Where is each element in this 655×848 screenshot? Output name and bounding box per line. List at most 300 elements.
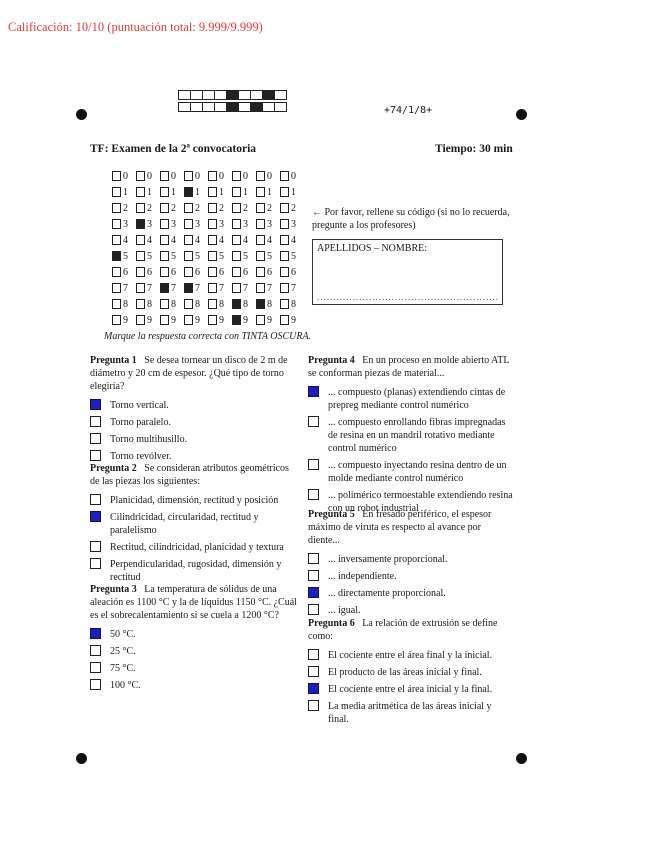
answer-checkbox[interactable] bbox=[308, 604, 319, 615]
code-digit-label: 5 bbox=[291, 250, 296, 262]
code-digit-cell[interactable] bbox=[184, 299, 208, 310]
question-body: Se desea tornear un disco de 2 m de diámetro y 20 cm de espesor. ¿Qué tipo de torno elegiría? bbox=[90, 355, 288, 392]
code-digit-cell[interactable] bbox=[136, 299, 160, 310]
code-digit-cell[interactable] bbox=[256, 235, 280, 246]
code-instruction: ← Por favor, rellene su código (si no lo recuerda, pregunte a los profesores) bbox=[312, 207, 510, 231]
code-digit-cell[interactable] bbox=[280, 187, 304, 198]
code-digit-label: 9 bbox=[243, 314, 248, 326]
code-digit-cell[interactable] bbox=[256, 203, 280, 214]
code-digit-checkbox[interactable] bbox=[184, 251, 193, 261]
answer-option[interactable] bbox=[308, 386, 514, 412]
code-digit-label: 0 bbox=[219, 170, 224, 182]
code-digit-checkbox[interactable] bbox=[256, 187, 265, 197]
code-digit-cell[interactable] bbox=[160, 171, 184, 182]
answer-option[interactable] bbox=[90, 511, 298, 537]
code-digit-checkbox[interactable] bbox=[232, 219, 241, 229]
code-digit-label: 1 bbox=[147, 186, 152, 198]
code-digit-cell[interactable] bbox=[184, 171, 208, 182]
answer-option[interactable] bbox=[90, 558, 298, 584]
answer-checkbox-marked[interactable] bbox=[90, 399, 101, 410]
code-digit-cell[interactable] bbox=[184, 187, 208, 198]
answer-checkbox[interactable] bbox=[90, 450, 101, 461]
answer-option[interactable] bbox=[308, 570, 514, 583]
code-digit-checkbox[interactable] bbox=[280, 235, 289, 245]
question-body: Se consideran atributos geométricos de las piezas los siguientes: bbox=[90, 463, 289, 487]
code-digit-cell[interactable] bbox=[136, 283, 160, 294]
code-digit-cell[interactable] bbox=[136, 187, 160, 198]
code-digit-checkbox[interactable] bbox=[136, 203, 145, 213]
answer-option[interactable] bbox=[308, 587, 514, 600]
code-digit-cell[interactable] bbox=[112, 251, 136, 262]
code-digit-cell[interactable] bbox=[280, 219, 304, 230]
code-digit-checkbox[interactable] bbox=[232, 235, 241, 245]
code-digit-cell[interactable] bbox=[112, 283, 136, 294]
answer-text: 75 °C. bbox=[110, 663, 136, 674]
code-digit-checkbox[interactable] bbox=[112, 203, 121, 213]
answer-checkbox[interactable] bbox=[90, 645, 101, 656]
code-digit-checkbox[interactable] bbox=[232, 283, 241, 293]
answer-checkbox[interactable] bbox=[90, 494, 101, 505]
code-digit-checkbox[interactable] bbox=[232, 187, 241, 197]
code-digit-checkbox[interactable] bbox=[112, 283, 121, 293]
answer-text: ... igual. bbox=[328, 605, 361, 616]
code-digit-label: 3 bbox=[123, 218, 128, 230]
code-digit-checkbox[interactable] bbox=[160, 171, 169, 181]
code-digit-checkbox[interactable] bbox=[184, 235, 193, 245]
code-digit-checkbox[interactable] bbox=[112, 267, 121, 277]
code-digit-checkbox[interactable] bbox=[136, 315, 145, 325]
code-digit-checkbox[interactable] bbox=[232, 251, 241, 261]
code-digit-checkbox[interactable] bbox=[160, 203, 169, 213]
code-grid-row bbox=[112, 280, 304, 296]
code-digit-label: 3 bbox=[147, 218, 152, 230]
answer-option[interactable] bbox=[90, 628, 298, 641]
code-digit-label: 6 bbox=[291, 266, 296, 278]
code-digit-cell[interactable] bbox=[136, 235, 160, 246]
question-label: Pregunta 2 bbox=[90, 463, 137, 474]
code-digit-checkbox[interactable] bbox=[256, 203, 265, 213]
code-digit-checkbox[interactable] bbox=[160, 219, 169, 229]
code-digit-checkbox[interactable] bbox=[112, 219, 121, 229]
code-digit-cell[interactable] bbox=[232, 203, 256, 214]
code-digit-checkbox[interactable] bbox=[232, 299, 241, 309]
code-digit-cell[interactable] bbox=[136, 315, 160, 326]
code-digit-cell[interactable] bbox=[112, 171, 136, 182]
code-digit-cell[interactable] bbox=[136, 203, 160, 214]
code-digit-checkbox[interactable] bbox=[208, 235, 217, 245]
code-digit-cell[interactable] bbox=[208, 251, 232, 262]
code-digit-checkbox[interactable] bbox=[136, 251, 145, 261]
code-digit-cell[interactable] bbox=[280, 267, 304, 278]
question-body: En un proceso en molde abierto ATL se conforman piezas de material... bbox=[308, 355, 510, 379]
code-digit-cell[interactable] bbox=[160, 283, 184, 294]
code-digit-checkbox[interactable] bbox=[184, 171, 193, 181]
code-digit-checkbox[interactable] bbox=[256, 251, 265, 261]
code-digit-label: 2 bbox=[195, 202, 200, 214]
answer-text: ... independiente. bbox=[328, 571, 397, 582]
code-digit-cell[interactable] bbox=[232, 235, 256, 246]
code-digit-cell[interactable] bbox=[112, 315, 136, 326]
code-digit-cell[interactable] bbox=[112, 299, 136, 310]
student-code-grid[interactable] bbox=[112, 168, 304, 328]
code-digit-checkbox[interactable] bbox=[256, 267, 265, 277]
answer-option[interactable] bbox=[308, 604, 514, 617]
question-text bbox=[90, 462, 298, 488]
code-digit-cell[interactable] bbox=[232, 267, 256, 278]
code-digit-checkbox[interactable] bbox=[208, 299, 217, 309]
code-digit-checkbox[interactable] bbox=[160, 283, 169, 293]
code-digit-cell[interactable] bbox=[232, 187, 256, 198]
code-digit-checkbox[interactable] bbox=[280, 299, 289, 309]
code-digit-cell[interactable] bbox=[184, 235, 208, 246]
code-digit-cell[interactable] bbox=[280, 283, 304, 294]
code-digit-cell[interactable] bbox=[184, 283, 208, 294]
question-5 bbox=[308, 508, 514, 617]
code-digit-checkbox[interactable] bbox=[256, 283, 265, 293]
code-digit-cell[interactable] bbox=[232, 315, 256, 326]
code-digit-cell[interactable] bbox=[208, 267, 232, 278]
code-digit-cell[interactable] bbox=[208, 235, 232, 246]
code-grid-row bbox=[112, 296, 304, 312]
code-digit-cell[interactable] bbox=[160, 219, 184, 230]
code-digit-checkbox[interactable] bbox=[232, 203, 241, 213]
question-text bbox=[90, 583, 298, 622]
code-digit-checkbox[interactable] bbox=[136, 219, 145, 229]
code-digit-cell[interactable] bbox=[136, 251, 160, 262]
code-digit-checkbox[interactable] bbox=[280, 187, 289, 197]
answer-text: ... directamente proporcional. bbox=[328, 588, 446, 599]
code-digit-cell[interactable] bbox=[280, 251, 304, 262]
code-digit-cell[interactable] bbox=[232, 251, 256, 262]
code-digit-label: 1 bbox=[291, 186, 296, 198]
code-digit-cell[interactable] bbox=[280, 171, 304, 182]
code-digit-checkbox[interactable] bbox=[160, 299, 169, 309]
code-digit-label: 7 bbox=[219, 282, 224, 294]
registration-mark-bottom-left bbox=[76, 753, 87, 764]
code-digit-checkbox[interactable] bbox=[136, 235, 145, 245]
code-digit-checkbox[interactable] bbox=[160, 187, 169, 197]
code-digit-cell[interactable] bbox=[112, 219, 136, 230]
code-digit-label: 3 bbox=[291, 218, 296, 230]
question-body: La relación de extrusión se define como: bbox=[308, 618, 498, 642]
code-digit-cell[interactable] bbox=[208, 315, 232, 326]
code-digit-label: 0 bbox=[123, 170, 128, 182]
answer-checkbox[interactable] bbox=[308, 553, 319, 564]
answer-option[interactable] bbox=[308, 553, 514, 566]
answer-text: Rectitud, cilindricidad, planicidad y textura bbox=[110, 542, 284, 553]
code-digit-label: 9 bbox=[267, 314, 272, 326]
code-digit-label: 4 bbox=[147, 234, 152, 246]
code-digit-checkbox[interactable] bbox=[232, 315, 241, 325]
answer-checkbox[interactable] bbox=[308, 570, 319, 581]
answer-text: Cilindricidad, circularidad, rectitud y paralelismo bbox=[110, 512, 259, 536]
answer-options bbox=[90, 494, 298, 584]
answer-option[interactable] bbox=[308, 459, 514, 485]
code-digit-checkbox[interactable] bbox=[112, 315, 121, 325]
code-digit-checkbox[interactable] bbox=[160, 315, 169, 325]
code-digit-label: 9 bbox=[171, 314, 176, 326]
code-digit-cell[interactable] bbox=[160, 267, 184, 278]
code-digit-cell[interactable] bbox=[280, 203, 304, 214]
code-digit-checkbox[interactable] bbox=[280, 315, 289, 325]
answer-checkbox[interactable] bbox=[308, 700, 319, 711]
code-digit-checkbox[interactable] bbox=[280, 203, 289, 213]
answer-checkbox[interactable] bbox=[308, 666, 319, 677]
code-digit-cell[interactable] bbox=[184, 219, 208, 230]
code-digit-checkbox[interactable] bbox=[256, 299, 265, 309]
code-digit-label: 1 bbox=[195, 186, 200, 198]
answer-option[interactable] bbox=[90, 399, 298, 412]
code-digit-checkbox[interactable] bbox=[232, 171, 241, 181]
registration-mark-top-left bbox=[76, 109, 87, 120]
code-digit-cell[interactable] bbox=[160, 187, 184, 198]
answer-checkbox-marked[interactable] bbox=[308, 683, 319, 694]
code-digit-checkbox[interactable] bbox=[208, 283, 217, 293]
code-digit-checkbox[interactable] bbox=[280, 171, 289, 181]
answer-option[interactable] bbox=[90, 541, 298, 554]
code-digit-label: 7 bbox=[291, 282, 296, 294]
code-digit-cell[interactable] bbox=[280, 299, 304, 310]
code-digit-label: 8 bbox=[219, 298, 224, 310]
code-digit-label: 6 bbox=[195, 266, 200, 278]
code-digit-label: 1 bbox=[219, 186, 224, 198]
code-digit-cell[interactable] bbox=[136, 219, 160, 230]
code-digit-checkbox[interactable] bbox=[136, 187, 145, 197]
code-digit-cell[interactable] bbox=[256, 219, 280, 230]
code-digit-cell[interactable] bbox=[160, 299, 184, 310]
code-digit-checkbox[interactable] bbox=[208, 219, 217, 229]
question-1 bbox=[90, 354, 298, 463]
answer-text: 100 °C. bbox=[110, 680, 141, 691]
answer-text: ... compuesto (planas) extendiendo cintas de prepreg mediante control numérico bbox=[328, 387, 506, 411]
code-digit-checkbox[interactable] bbox=[184, 203, 193, 213]
answer-checkbox-marked[interactable] bbox=[308, 386, 319, 397]
code-digit-checkbox[interactable] bbox=[136, 299, 145, 309]
code-digit-cell[interactable] bbox=[136, 171, 160, 182]
code-digit-checkbox[interactable] bbox=[232, 267, 241, 277]
code-digit-cell[interactable] bbox=[256, 251, 280, 262]
code-digit-label: 6 bbox=[267, 266, 272, 278]
code-digit-checkbox[interactable] bbox=[160, 251, 169, 261]
code-digit-label: 6 bbox=[243, 266, 248, 278]
code-digit-cell[interactable] bbox=[112, 235, 136, 246]
question-label: Pregunta 5 bbox=[308, 509, 355, 520]
code-digit-checkbox[interactable] bbox=[184, 315, 193, 325]
answer-checkbox-marked[interactable] bbox=[90, 511, 101, 522]
code-digit-cell[interactable] bbox=[256, 171, 280, 182]
answer-option[interactable] bbox=[308, 700, 514, 726]
code-digit-checkbox[interactable] bbox=[256, 171, 265, 181]
code-digit-cell[interactable] bbox=[184, 203, 208, 214]
answer-text: ... compuesto inyectando resina dentro de un molde mediante control numérico bbox=[328, 460, 507, 484]
code-digit-checkbox[interactable] bbox=[112, 235, 121, 245]
code-digit-cell[interactable] bbox=[232, 219, 256, 230]
code-digit-cell[interactable] bbox=[280, 315, 304, 326]
page-barcode bbox=[178, 90, 286, 114]
code-digit-checkbox[interactable] bbox=[160, 267, 169, 277]
answer-option[interactable] bbox=[90, 645, 298, 658]
code-digit-checkbox[interactable] bbox=[112, 299, 121, 309]
answer-checkbox[interactable] bbox=[90, 416, 101, 427]
code-digit-cell[interactable] bbox=[184, 315, 208, 326]
answer-option[interactable] bbox=[90, 662, 298, 675]
time-label: Tiempo: 30 min bbox=[435, 143, 513, 155]
name-field[interactable] bbox=[312, 239, 503, 305]
answer-checkbox[interactable] bbox=[308, 489, 319, 500]
code-digit-checkbox[interactable] bbox=[256, 235, 265, 245]
answer-checkbox[interactable] bbox=[90, 662, 101, 673]
code-digit-checkbox[interactable] bbox=[136, 171, 145, 181]
registration-mark-top-right bbox=[516, 109, 527, 120]
code-digit-label: 8 bbox=[123, 298, 128, 310]
code-digit-cell[interactable] bbox=[232, 299, 256, 310]
answer-checkbox[interactable] bbox=[308, 649, 319, 660]
question-6 bbox=[308, 617, 514, 726]
answer-checkbox-marked[interactable] bbox=[90, 628, 101, 639]
code-digit-label: 2 bbox=[123, 202, 128, 214]
code-digit-checkbox[interactable] bbox=[256, 315, 265, 325]
answer-option[interactable] bbox=[90, 416, 298, 429]
code-digit-checkbox[interactable] bbox=[136, 283, 145, 293]
answer-options bbox=[308, 553, 514, 617]
answer-checkbox[interactable] bbox=[90, 679, 101, 690]
answer-option[interactable] bbox=[308, 416, 514, 455]
code-digit-checkbox[interactable] bbox=[280, 267, 289, 277]
answer-option[interactable] bbox=[308, 683, 514, 696]
ink-note: Marque la respuesta correcta con TINTA OSCURA. bbox=[104, 331, 312, 342]
question-2 bbox=[90, 462, 298, 584]
page-code: +74/1/8+ bbox=[384, 105, 433, 116]
code-digit-cell[interactable] bbox=[136, 267, 160, 278]
code-digit-label: 0 bbox=[195, 170, 200, 182]
code-grid-row bbox=[112, 248, 304, 264]
code-grid-row bbox=[112, 216, 304, 232]
code-digit-checkbox[interactable] bbox=[184, 299, 193, 309]
answer-option[interactable] bbox=[90, 494, 298, 507]
answer-option[interactable] bbox=[308, 666, 514, 679]
code-digit-label: 8 bbox=[243, 298, 248, 310]
code-digit-checkbox[interactable] bbox=[160, 235, 169, 245]
code-digit-cell[interactable] bbox=[256, 283, 280, 294]
code-digit-checkbox[interactable] bbox=[112, 171, 121, 181]
answer-checkbox[interactable] bbox=[90, 558, 101, 569]
answer-checkbox[interactable] bbox=[90, 433, 101, 444]
answer-option[interactable] bbox=[90, 433, 298, 446]
code-digit-cell[interactable] bbox=[208, 187, 232, 198]
code-digit-cell[interactable] bbox=[160, 251, 184, 262]
question-text bbox=[90, 354, 298, 393]
code-digit-label: 6 bbox=[123, 266, 128, 278]
code-digit-label: 8 bbox=[195, 298, 200, 310]
code-digit-checkbox[interactable] bbox=[112, 187, 121, 197]
code-digit-label: 0 bbox=[291, 170, 296, 182]
code-digit-cell[interactable] bbox=[280, 235, 304, 246]
code-digit-label: 5 bbox=[147, 250, 152, 262]
code-digit-cell[interactable] bbox=[256, 267, 280, 278]
code-digit-label: 2 bbox=[171, 202, 176, 214]
code-digit-cell[interactable] bbox=[160, 315, 184, 326]
question-text bbox=[308, 508, 514, 547]
code-digit-checkbox[interactable] bbox=[208, 315, 217, 325]
code-grid-row bbox=[112, 312, 304, 328]
code-digit-checkbox[interactable] bbox=[184, 283, 193, 293]
code-digit-cell[interactable] bbox=[112, 203, 136, 214]
code-digit-checkbox[interactable] bbox=[208, 171, 217, 181]
code-digit-cell[interactable] bbox=[256, 187, 280, 198]
code-digit-label: 0 bbox=[267, 170, 272, 182]
code-digit-label: 7 bbox=[243, 282, 248, 294]
answer-text: La media aritmética de las áreas inicial y final. bbox=[328, 701, 492, 725]
code-digit-cell[interactable] bbox=[208, 219, 232, 230]
answer-options bbox=[90, 628, 298, 692]
code-digit-label: 5 bbox=[123, 250, 128, 262]
code-digit-checkbox[interactable] bbox=[208, 187, 217, 197]
code-digit-label: 1 bbox=[123, 186, 128, 198]
code-digit-checkbox[interactable] bbox=[208, 251, 217, 261]
name-label: APELLIDOS – NOMBRE: bbox=[317, 243, 428, 254]
code-digit-cell[interactable] bbox=[184, 251, 208, 262]
code-digit-checkbox[interactable] bbox=[280, 251, 289, 261]
code-digit-cell[interactable] bbox=[256, 315, 280, 326]
code-digit-label: 3 bbox=[171, 218, 176, 230]
answer-text: 25 °C. bbox=[110, 646, 136, 657]
code-digit-label: 4 bbox=[243, 234, 248, 246]
code-digit-label: 4 bbox=[219, 234, 224, 246]
code-digit-label: 2 bbox=[219, 202, 224, 214]
code-digit-cell[interactable] bbox=[112, 267, 136, 278]
code-digit-checkbox[interactable] bbox=[208, 203, 217, 213]
question-body: La temperatura de sólidus de una aleación es 1100 °C y la de líquidus 1150 °C. ¿Cuál es el sobrecalentamiento si se cuela a 1200 °C? bbox=[90, 584, 297, 621]
answer-options bbox=[308, 649, 514, 726]
code-digit-label: 6 bbox=[219, 266, 224, 278]
code-digit-cell[interactable] bbox=[160, 235, 184, 246]
code-digit-label: 8 bbox=[171, 298, 176, 310]
code-digit-cell[interactable] bbox=[184, 267, 208, 278]
registration-mark-bottom-right bbox=[516, 753, 527, 764]
answer-option[interactable] bbox=[308, 649, 514, 662]
code-digit-label: 9 bbox=[219, 314, 224, 326]
answer-checkbox-marked[interactable] bbox=[308, 587, 319, 598]
code-digit-checkbox[interactable] bbox=[136, 267, 145, 277]
code-digit-checkbox[interactable] bbox=[280, 219, 289, 229]
code-digit-checkbox[interactable] bbox=[256, 219, 265, 229]
code-digit-checkbox[interactable] bbox=[184, 219, 193, 229]
code-digit-checkbox[interactable] bbox=[184, 267, 193, 277]
answer-option[interactable] bbox=[90, 679, 298, 692]
code-digit-label: 6 bbox=[171, 266, 176, 278]
code-digit-cell[interactable] bbox=[232, 171, 256, 182]
answer-checkbox[interactable] bbox=[308, 459, 319, 470]
code-digit-checkbox[interactable] bbox=[184, 187, 193, 197]
code-digit-cell[interactable] bbox=[112, 187, 136, 198]
exam-title: TF: Examen de la 2ª convocatoria bbox=[90, 143, 257, 155]
code-digit-checkbox[interactable] bbox=[280, 283, 289, 293]
code-digit-cell[interactable] bbox=[160, 203, 184, 214]
code-digit-label: 0 bbox=[171, 170, 176, 182]
code-digit-cell[interactable] bbox=[208, 283, 232, 294]
code-digit-checkbox[interactable] bbox=[112, 251, 121, 261]
answer-checkbox[interactable] bbox=[90, 541, 101, 552]
code-digit-label: 1 bbox=[171, 186, 176, 198]
code-digit-cell[interactable] bbox=[256, 299, 280, 310]
code-digit-label: 1 bbox=[243, 186, 248, 198]
code-digit-cell[interactable] bbox=[208, 299, 232, 310]
code-digit-checkbox[interactable] bbox=[208, 267, 217, 277]
answer-checkbox[interactable] bbox=[308, 416, 319, 427]
code-digit-cell[interactable] bbox=[208, 171, 232, 182]
code-digit-cell[interactable] bbox=[208, 203, 232, 214]
code-digit-cell[interactable] bbox=[232, 283, 256, 294]
